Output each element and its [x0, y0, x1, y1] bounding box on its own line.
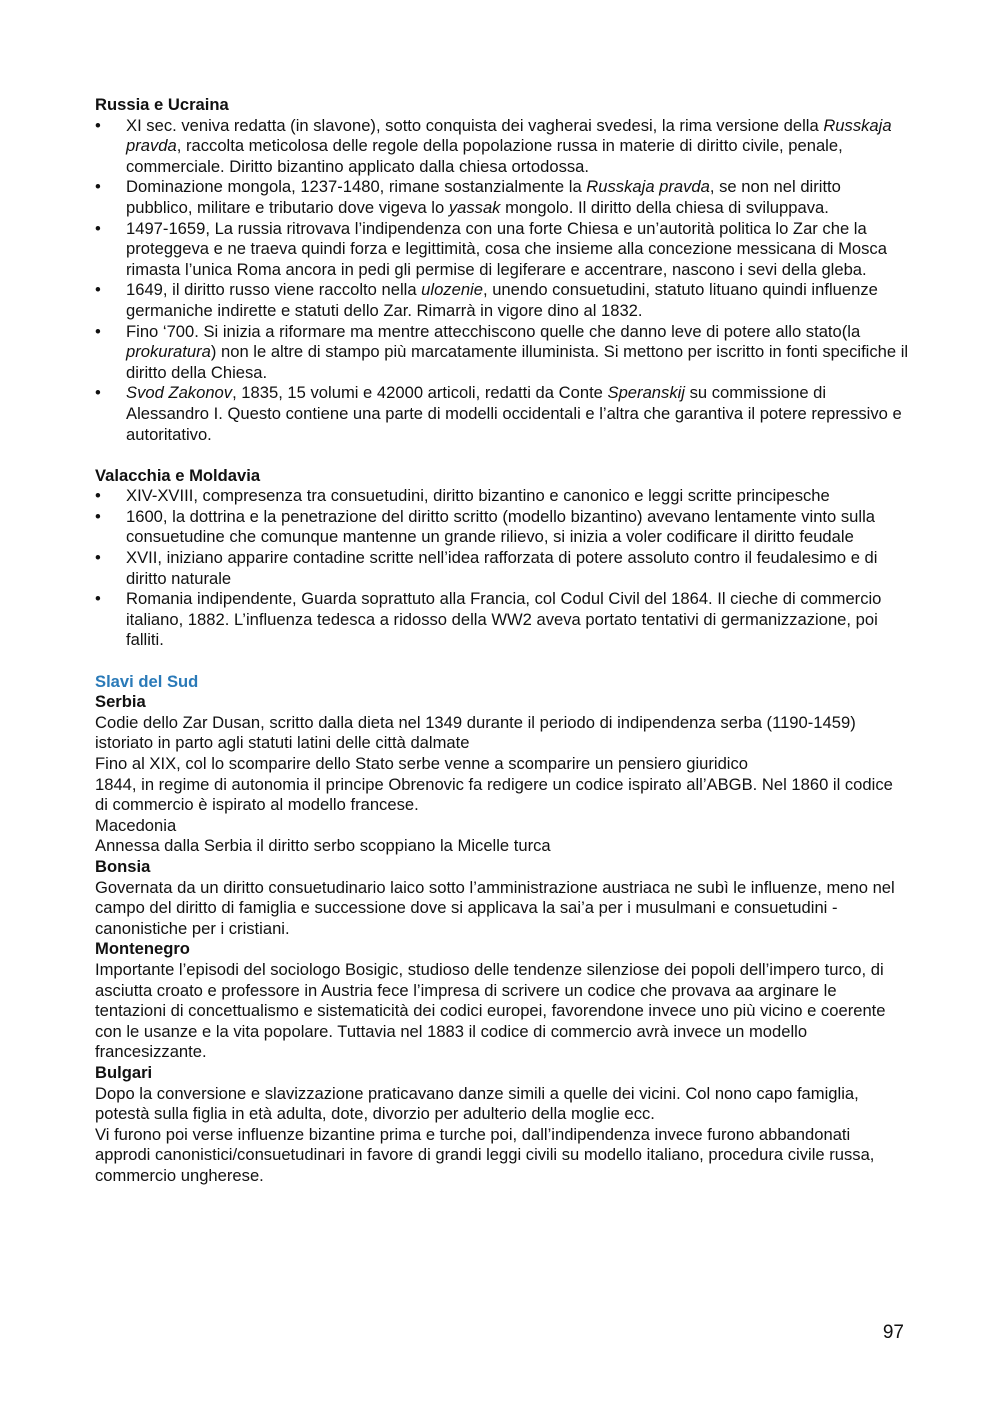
- section-spacer: [95, 445, 910, 466]
- bullet-icon: •: [95, 383, 101, 403]
- subheading-serbia: Serbia: [95, 692, 146, 712]
- bullet-icon: •: [95, 589, 101, 609]
- list-item: • Romania indipendente, Guarda soprattuto alla Francia, col Codul Civil del 1864. Il cieche di commercio italiano, 1882. L’influenza tedesca a ridosso della WW2 aveva portato tentativi di germanizzazione, poi falliti.: [95, 589, 882, 650]
- paragraph: Annessa dalla Serbia il diritto serbo scoppiano la Micelle turca: [95, 836, 551, 856]
- subheading-montenegro: Montenegro: [95, 939, 190, 959]
- paragraph: Importante l’episodi del sociologo Bosigic, studioso delle tendenze silenziose dei popoli dell’impero turco, di asciutta croato e professore in Austria fece l’impresa di scrivere un codice che provava aa arginare le tentazioni di concettualismo e sistematicità dei codici europei, favorendone invece uno più vicino e coerente con le usanze e la vita popolare. Tuttavia nel 1883 il codice di commercio avrà invece un modello francesizzante.: [95, 959, 886, 1062]
- bullet-icon: •: [95, 177, 101, 197]
- list-item: • XVII, iniziano apparire contadine scritte nell’idea rafforzata di potere assoluto contro il feudalesimo e di diritto naturale: [95, 548, 878, 588]
- bullet-icon: •: [95, 218, 101, 238]
- bullet-icon: •: [95, 280, 101, 300]
- russia-bullet-list: [95, 116, 910, 446]
- valacchia-bullet-list: [95, 486, 910, 651]
- list-item: • 1600, la dottrina e la penetrazione del diritto scritto (modello bizantino) avevano lentamente vinto sulla consuetudine che comunque mantenne un grande rilievo, si inizia a voler codificare il diritto feudale: [95, 506, 876, 547]
- paragraph: Governata da un diritto consuetudinario laico sotto l’amministrazione austriaca ne subì le influenze, meno nel campo del diritto di famiglia e successione dove si applicava la sai’a per i musulmani e consuetudini - canonistiche per i cristiani.: [95, 877, 895, 938]
- subheading-bulgari: Bulgari: [95, 1062, 153, 1082]
- section-heading-slavi: Slavi del Sud: [95, 671, 199, 691]
- section-spacer: [95, 651, 910, 672]
- bullet-icon: •: [95, 548, 101, 568]
- list-item: • 1497-1659, La russia ritrovava l’indipendenza con una forte Chiesa e un’autorità politica lo Zar che la proteggeva e ne traeva quindi forza e legittimità, cosa che insieme alla concezione messicana di Mosca rimasta l’unica Roma ancora in pedi gli permise di legiferare e accentrare, nascono i sevi della gleba.: [95, 218, 887, 279]
- page-content: [95, 95, 910, 1186]
- list-item: • XI sec. veniva redatta (in slavone), sotto conquista dei vagherai svedesi, la rima versione della Russkaja pravda, raccolta meticolosa delle regole della popolazione russa in materie di diritto civile, penale, commerciale. Diritto bizantino applicato dalla chiesa ortodossa.: [95, 115, 892, 176]
- paragraph: 1844, in regime di autonomia il principe Obrenovic fa redigere un codice ispirato all’ABGB. Nel 1860 il codice di commercio è ispirato al modello francese.: [95, 774, 893, 815]
- list-item: • Dominazione mongola, 1237-1480, rimane sostanzialmente la Russkaja pravda, se non nel diritto pubblico, militare e tributario dove vigeva lo yassak mongolo. Il diritto della chiesa di sviluppava.: [95, 177, 841, 217]
- paragraph: Codie dello Zar Dusan, scritto dalla dieta nel 1349 durante il periodo di indipendenza serba (1190-1459) istoriato in parto agli statuti latini delle città dalmate: [95, 712, 856, 753]
- page-number: 97: [882, 1322, 904, 1343]
- section-heading-valacchia: Valacchia e Moldavia: [95, 465, 261, 485]
- paragraph: Dopo la conversione e slavizzazione praticavano danze simili a quelle dei vicini. Col nono capo famiglia, potestà sulla figlia in età adulta, dote, divorzio per adulterio della moglie ecc.: [95, 1083, 859, 1124]
- paragraph: Vi furono poi verse influenze bizantine prima e turche poi, dall’indipendenza invece furono abbandonati approdi canonistici/consuetudinari in favore di grandi leggi civili su modello italiano, procedura civile russa, commercio ungherese.: [95, 1124, 875, 1185]
- list-item: • XIV-XVIII, compresenza tra consuetudini, diritto bizantino e canonico e leggi scritte principesche: [95, 486, 830, 506]
- bullet-icon: •: [95, 115, 101, 135]
- section-heading-russia: Russia e Ucraina: [95, 95, 229, 114]
- bullet-icon: •: [95, 321, 101, 341]
- subheading-bosnia: Bonsia: [95, 856, 151, 876]
- list-item: • 1649, il diritto russo viene raccolto nella ulozenie, unendo consuetudini, statuto lituano quindi influenze germaniche indirette e statuti dello Zar. Rimarrà in vigore dino al 1832.: [95, 280, 878, 320]
- subheading-macedonia: Macedonia: [95, 815, 177, 835]
- list-item: • Fino ‘700. Si inizia a riformare ma mentre attecchiscono quelle che danno leve di potere allo stato(la prokuratura) non le altre di stampo più marcatamente illuminista. Si mettono per iscritto in fonti specifiche il diritto della Chiesa.: [95, 321, 909, 382]
- bullet-icon: •: [95, 506, 101, 526]
- bullet-icon: •: [95, 486, 101, 506]
- list-item: • Svod Zakonov, 1835, 15 volumi e 42000 articoli, redatti da Conte Speranskij su commissione di Alessandro I. Questo contiene una parte di modelli occidentali e l’altra che garantiva il potere repressivo e autoritativo.: [95, 383, 902, 444]
- paragraph: Fino al XIX, col lo scomparire dello Stato serbe venne a scomparire un pensiero giuridico: [95, 754, 749, 773]
